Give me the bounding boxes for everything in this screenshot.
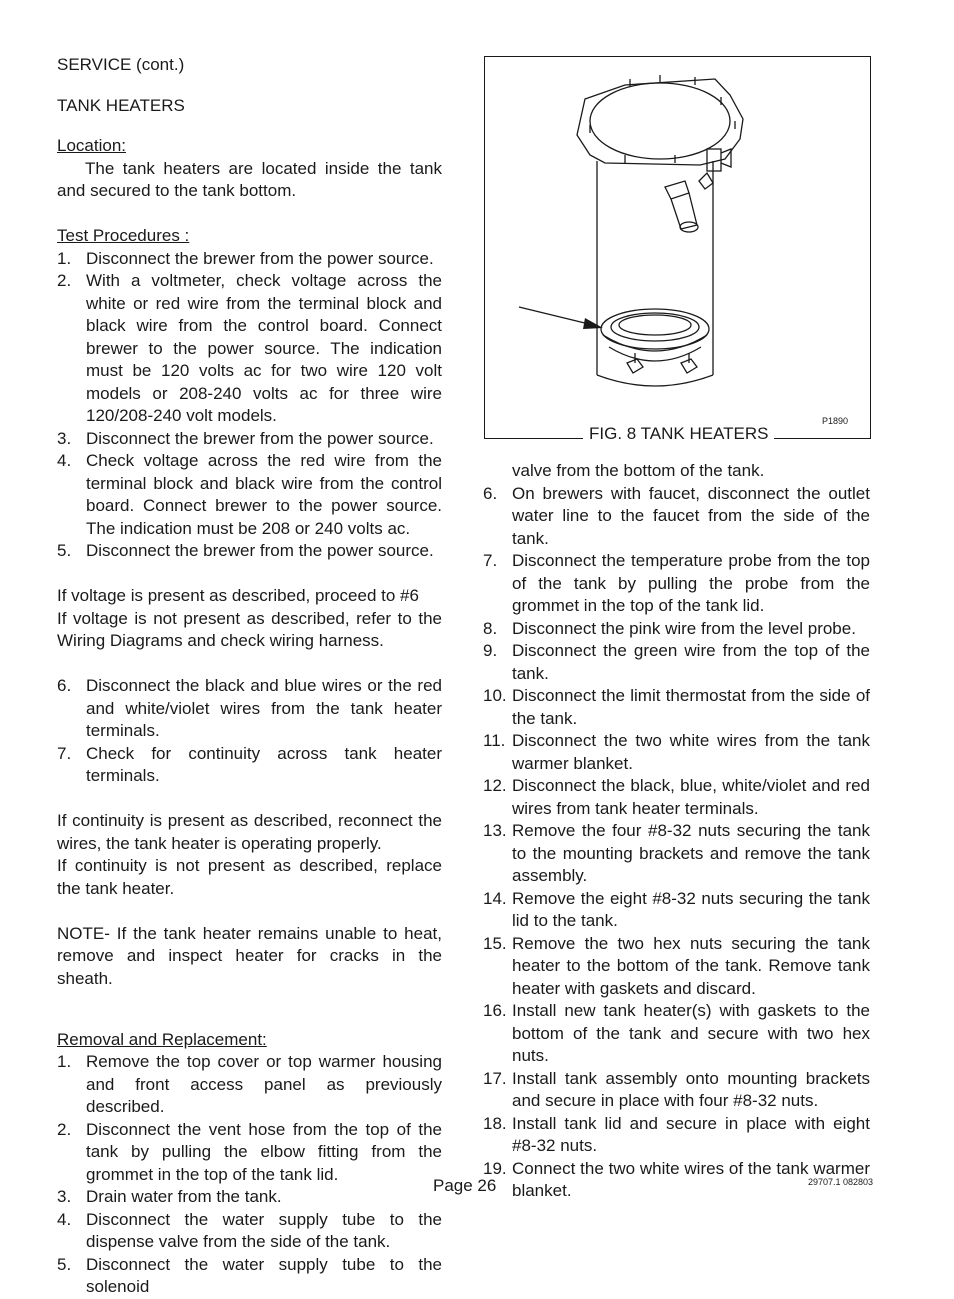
list-item: 3. Drain water from the tank. bbox=[57, 1187, 282, 1206]
list-item: 1. Remove the top cover or top warmer housing and front access panel as previously described. bbox=[57, 1052, 442, 1116]
tank-heater-illustration bbox=[485, 57, 870, 438]
list-item: 9. Disconnect the green wire from the top of the tank. bbox=[483, 641, 870, 683]
service-heading: SERVICE (cont.) bbox=[57, 55, 185, 74]
list-item: 3. Disconnect the brewer from the power source. bbox=[57, 428, 434, 448]
list-item: 4. Disconnect the water supply tube to the dispense valve from the side of the tank. bbox=[57, 1209, 442, 1251]
voltage-absent-text: If voltage is not present as described, refer to the Wiring Diagrams and check wiring harness. bbox=[57, 608, 442, 650]
voltage-present-text: If voltage is present as described, proceed to #6 bbox=[57, 586, 419, 605]
figure-code: P1890 bbox=[822, 416, 849, 426]
list-item: 7. Check for continuity across tank heater terminals. bbox=[57, 743, 442, 785]
tank-lid-flange bbox=[577, 79, 743, 165]
continued-text: valve from the bottom of the tank. bbox=[512, 461, 765, 480]
section-title: TANK HEATERS bbox=[57, 95, 185, 115]
tank-heater-figure bbox=[484, 56, 871, 439]
list-item: 4. Check voltage across the red wire from the terminal block and black wire from the control board. Connect brewer to the power source. The indication must be 208 or 240 volts ac. bbox=[57, 451, 442, 538]
test-steps-list bbox=[57, 248, 442, 563]
arrow-head-icon bbox=[583, 318, 603, 329]
removal-steps-list-continued bbox=[483, 483, 870, 1203]
list-item: 6. Disconnect the black and blue wires or the red and white/violet wires from the tank heater terminals. bbox=[57, 676, 442, 740]
list-item: 12. Disconnect the black, blue, white/violet and red wires from tank heater terminals. bbox=[483, 776, 870, 818]
test-steps-list-2 bbox=[57, 675, 442, 788]
removal-heading: Removal and Replacement: bbox=[57, 1029, 267, 1049]
list-item: 16. Install new tank heater(s) with gaskets to the bottom of the tank and secure with two hex nuts. bbox=[483, 1001, 870, 1065]
continuity-absent-text: If continuity is not present as described, replace the tank heater. bbox=[57, 856, 442, 898]
list-item: 13. Remove the four #8-32 nuts securing the tank to the mounting brackets and remove the tank assembly. bbox=[483, 821, 870, 885]
list-item: 1. Disconnect the brewer from the power source. bbox=[57, 248, 434, 268]
note-text: If the tank heater remains unable to heat, remove and inspect heater for cracks in the sheath. bbox=[57, 923, 442, 988]
note-label: NOTE- bbox=[57, 923, 110, 943]
list-item: 11. Disconnect the two white wires from the tank warmer blanket. bbox=[483, 731, 870, 773]
list-item: 5. Disconnect the water supply tube to the solenoid bbox=[57, 1254, 442, 1296]
list-item: 7. Disconnect the temperature probe from the top of the tank by pulling the probe from the grommet in the top of the tank lid. bbox=[483, 551, 870, 615]
right-column bbox=[483, 460, 870, 1203]
note bbox=[57, 923, 442, 991]
figure-caption: FIG. 8 TANK HEATERS bbox=[583, 424, 774, 444]
document-code: 29707.1 082803 bbox=[808, 1177, 874, 1187]
pointer-line bbox=[519, 307, 593, 325]
left-column bbox=[57, 54, 442, 1299]
continuity-present-text: If continuity is present as described, reconnect the wires, the tank heater is operating properly. bbox=[57, 811, 442, 853]
list-item: 5. Disconnect the brewer from the power source. bbox=[57, 541, 434, 560]
list-item: 2. Disconnect the vent hose from the top of the tank by pulling the elbow fitting from the grommet in the top of the tank lid. bbox=[57, 1119, 442, 1184]
list-item: 15. Remove the two hex nuts securing the tank heater to the bottom of the tank. Remove tank heater with gaskets and discard. bbox=[483, 933, 870, 998]
list-item: 6. On brewers with faucet, disconnect the outlet water line to the faucet from the side of the tank. bbox=[483, 483, 870, 548]
list-item: 17. Install tank assembly onto mounting brackets and secure in place with four #8-32 nuts. bbox=[483, 1068, 870, 1110]
list-item: 10. Disconnect the limit thermostat from the side of the tank. bbox=[483, 686, 870, 728]
list-item: 18. Install tank lid and secure in place with eight #8-32 nuts. bbox=[483, 1113, 870, 1155]
list-item: 8. Disconnect the pink wire from the level probe. bbox=[483, 618, 856, 638]
list-item: 2. With a voltmeter, check voltage across the white or red wire from the terminal block and black wire from the control board. Connect brewer to the power source. The indication must be 120 volts ac for two wire 120 volt models or 208-240 volts ac for three wire 120/208-240 volt models. bbox=[57, 271, 442, 425]
removal-steps-list bbox=[57, 1051, 442, 1299]
location-text: The tank heaters are located inside the tank and secured to the tank bottom. bbox=[57, 158, 442, 200]
location-heading: Location: bbox=[57, 136, 126, 155]
test-procedures-heading: Test Procedures : bbox=[57, 226, 190, 245]
list-item: 14. Remove the eight #8-32 nuts securing the tank lid to the tank. bbox=[483, 888, 870, 930]
tank-lid-opening bbox=[590, 83, 730, 159]
list-item: 19. Connect the two white wires of the tank warmer blanket. bbox=[483, 1158, 870, 1200]
page-number: Page 26 bbox=[433, 1176, 497, 1195]
